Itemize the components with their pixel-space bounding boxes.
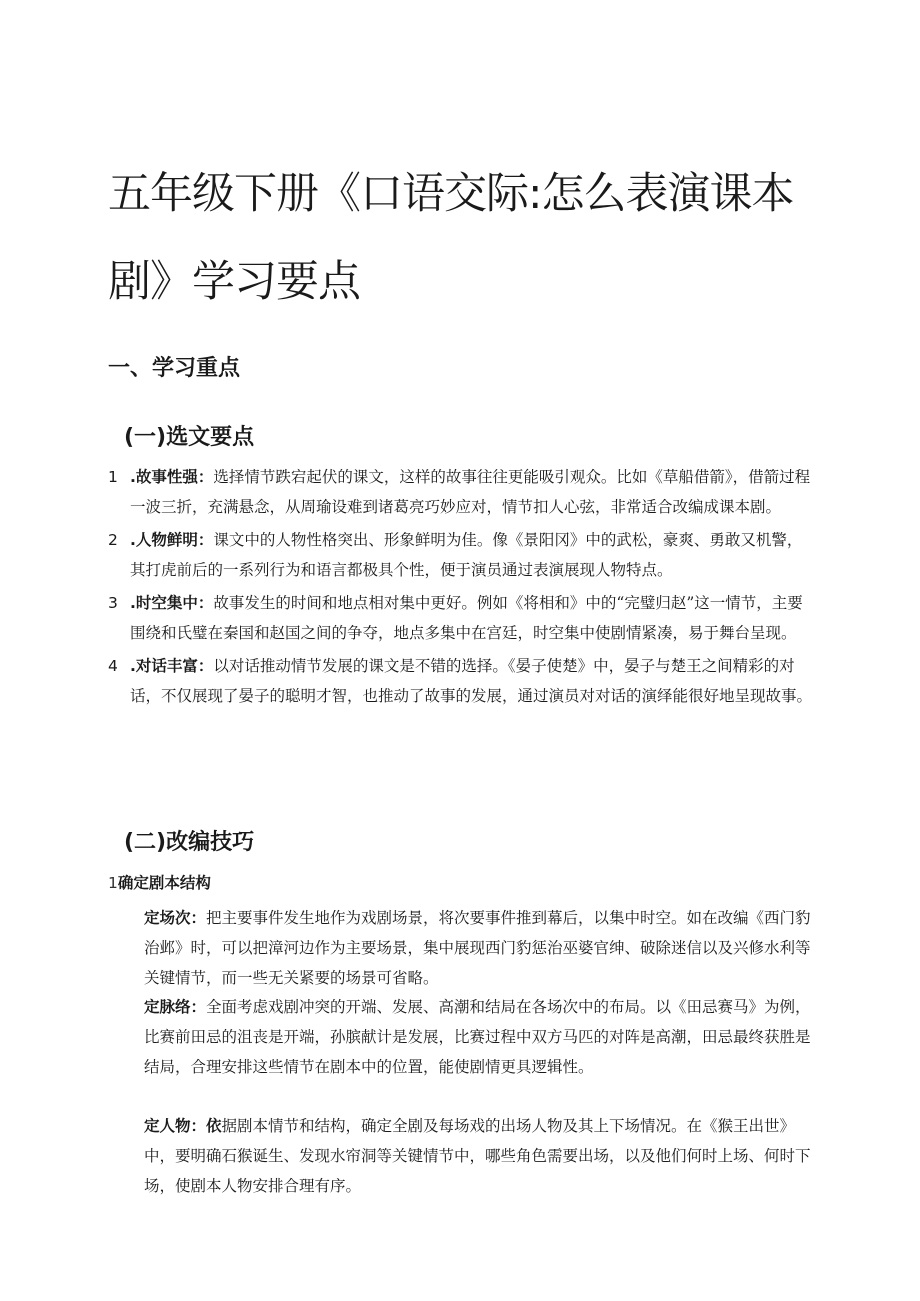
list-item: [108, 651, 814, 711]
paragraph-text: 全面考虑戏剧冲突的开端、发展、高潮和结局在各场次中的布局。以《田忌赛马》为例，比赛前田忌的沮丧是开端，孙膑献计是发展，比赛过程中双方马匹的对阵是高潮，田忌最终获胜是结局，合理安排这些情节在剧本中的位置，能使剧情更具逻辑性。: [144, 998, 811, 1076]
paragraph-text: 据剧本情节和结构，确定全剧及每场戏的出场人物及其上下场情况。在《猴王出世》中，要明确石猴诞生、发现水帘洞等关键情节中，哪些角色需要出场，以及他们何时上场、何时下场，使剧本人物安排合理有序。: [144, 1117, 811, 1195]
paragraph-term: 定场次：: [144, 909, 207, 927]
item-term: .人物鲜明：: [130, 531, 214, 549]
paragraph-plot-line: [144, 992, 812, 1082]
item-text: 课文中的人物性格突出、形象鲜明为佳。像《景阳冈》中的武松，豪爽、勇敢又机警，其打虎前后的一系列行为和语言都极具个性，便于演员通过表演展现人物特点。: [130, 531, 803, 579]
document-title: 五年级下册《口语交际:怎么表演课本剧》学习要点: [108, 169, 794, 307]
item-term: .时空集中：: [130, 594, 214, 612]
item-text: 以对话推动情节发展的课文是不错的选择。《晏子使楚》中，晏子与楚王之间精彩的对话，不仅展现了晏子的聪明才智，也推动了故事的发展，通过演员对对话的演绎能很好地呈现故事。: [130, 657, 813, 705]
paragraph-characters: [144, 1111, 812, 1201]
point-number: 1: [108, 874, 118, 892]
list-item: [108, 462, 814, 522]
item-term: .故事性强：: [130, 468, 214, 486]
item-number: 2: [108, 531, 118, 549]
point-label: 确定剧本结构: [117, 874, 211, 892]
point-heading-script-structure: [108, 870, 211, 896]
item-number: 3: [108, 594, 118, 612]
item-number: 1: [108, 468, 118, 486]
subsection-heading-adaptation-tips: (二)改编技巧: [124, 830, 255, 855]
item-term: .对话丰富：: [130, 657, 214, 675]
item-text: 选择情节跌宕起伏的课文，这样的故事往往更能吸引观众。比如《草船借箭》，借箭过程一波三折，充满悬念，从周瑜设难到诸葛亮巧妙应对，情节扣人心弦，非常适合改编成课本剧。: [130, 468, 811, 516]
item-text: 故事发生的时间和地点相对集中更好。例如《将相和》中的“完璧归赵”这一情节，主要围绕和氏璧在秦国和赵国之间的争夺，地点多集中在宫廷，时空集中使剧情紧凑，易于舞台呈现。: [130, 594, 803, 642]
list-item: [108, 525, 814, 585]
list-item: [108, 588, 814, 648]
section-heading-learning-focus: 一、学习重点: [108, 356, 241, 381]
text-selection-list: [108, 462, 814, 714]
paragraph-term: 定人物：依: [144, 1117, 222, 1135]
paragraph-term: 定脉络：: [144, 998, 207, 1016]
subsection-heading-text-selection: (一)选文要点: [124, 425, 255, 450]
paragraph-scenes: [144, 903, 812, 993]
item-number: 4: [108, 657, 118, 675]
paragraph-text: 把主要事件发生地作为戏剧场景，将次要事件推到幕后，以集中时空。如在改编《西门豹治邺》时，可以把漳河边作为主要场景，集中展现西门豹惩治巫婆官绅、破除迷信以及兴修水利等关键情节，而一些无关紧要的场景可省略。: [144, 909, 811, 987]
